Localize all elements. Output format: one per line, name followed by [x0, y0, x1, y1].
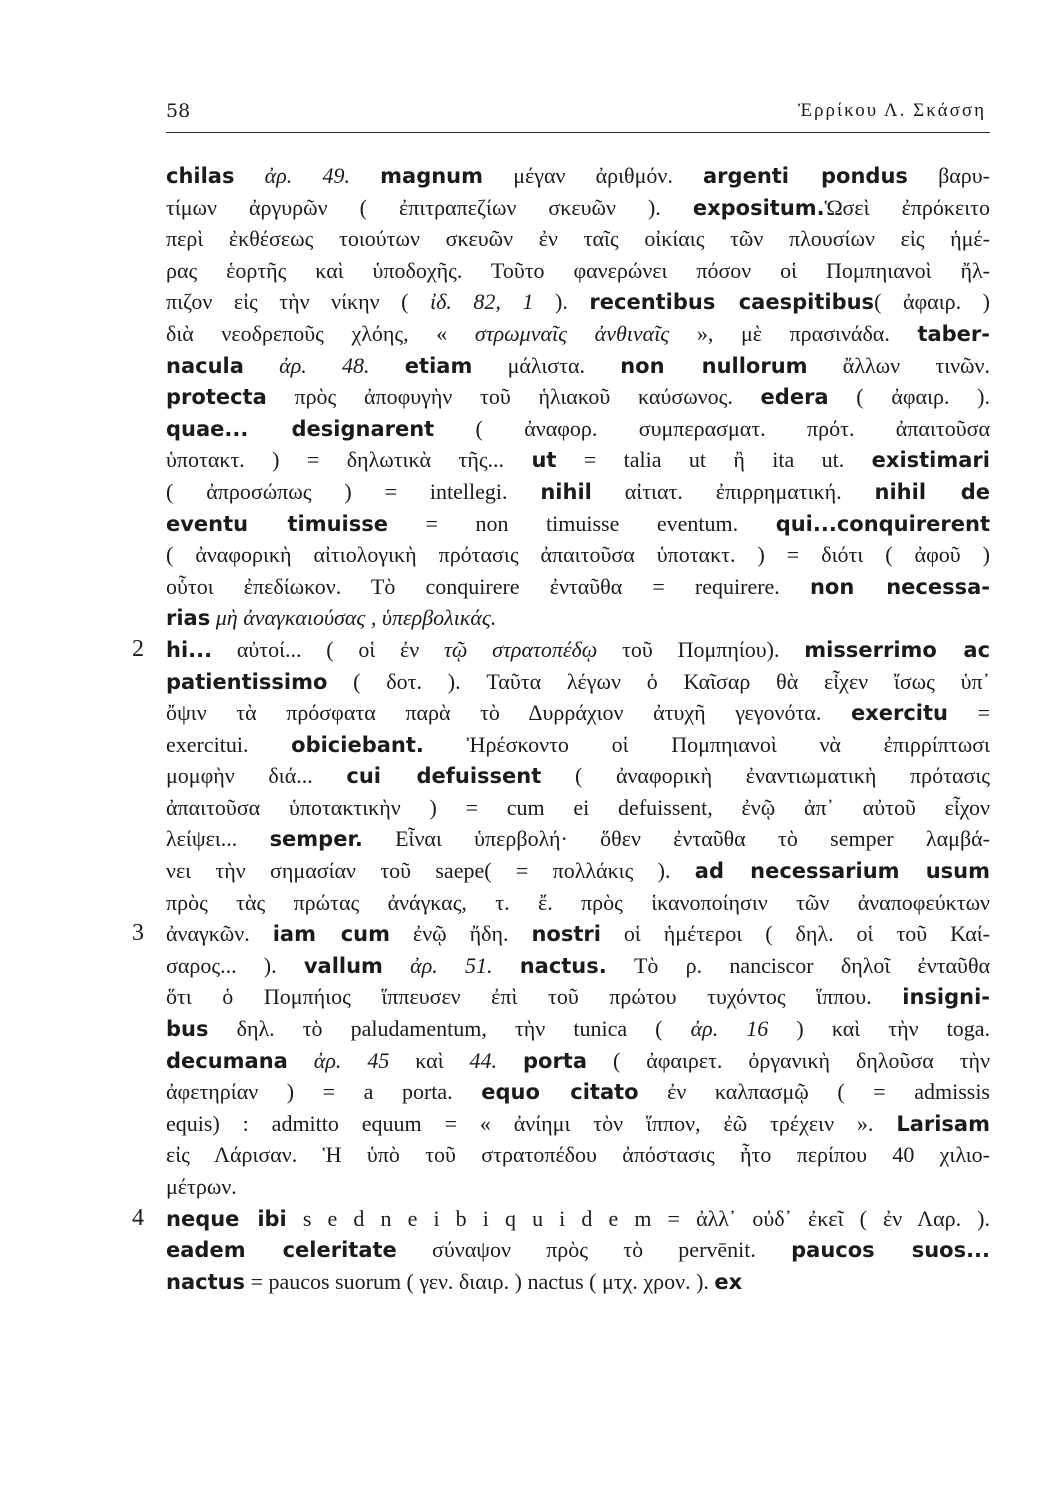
commentary-text-span [288, 1048, 314, 1073]
italic-text: ἀρ. 51. [410, 952, 493, 978]
latin-lemma: nactus. [519, 953, 607, 978]
commentary-text [132, 160, 991, 1297]
commentary-text-span: τοῦ Πομπηίου). [597, 636, 805, 662]
section-number: 2 [132, 635, 144, 662]
latin-lemma: paucos suos... [791, 1238, 991, 1263]
commentary-text-span: ἐνῷ ἤδη. [390, 921, 532, 947]
text-line [166, 160, 990, 192]
italic-text: στρωμναῖς ἀνθιναῖς [474, 320, 670, 346]
text-line [166, 413, 990, 445]
commentary-text-span: περὶ ἐκθέσεως τοιούτων σκευῶν ἐν ταῖς οἰκίαις τῶν πλουσίων εἰς ἡμέ- [166, 226, 990, 252]
commentary-text-span [234, 163, 264, 188]
text-line [166, 950, 990, 982]
italic-text: ἀρ. 48. [279, 352, 370, 378]
italic-text: ἰδ. 82, 1 [429, 289, 534, 315]
commentary-text-span: καὶ [389, 1047, 470, 1073]
italic-text: 44. [469, 1047, 498, 1073]
commentary-text-span [350, 163, 380, 188]
commentary-text-span: πρὸς ἀποφυγὴν τοῦ ἡλιακοῦ καύσωνος. [266, 384, 761, 410]
italic-text: μὴ ἀναγκαιούσας , ὑπερβολικάς. [215, 605, 497, 631]
text-line [166, 1266, 990, 1298]
text-line [166, 192, 990, 224]
text-line [166, 981, 990, 1013]
commentary-text-span: Εἶναι ὑπερβολή· ὅθεν ἐνταῦθα τὸ semper λαμβά- [362, 826, 990, 852]
text-line [166, 1076, 990, 1108]
commentary-text-span: ὄψιν τὰ πρόσφατα παρὰ τὸ Δυρράχιον ἀτυχῆ γεγονότα. [166, 700, 851, 726]
text-line [166, 1045, 990, 1077]
text-line [166, 887, 990, 919]
commentary-text-span: νει τὴν σημασίαν τοῦ saepe( = πολλάκις ). [166, 858, 695, 884]
commentary-text-span: ( ἀφαιρ. ). [828, 384, 990, 410]
commentary-text-span: αὐτοί... ( οἱ ἐν [212, 636, 444, 662]
commentary-text-span [492, 953, 519, 978]
text-line [166, 350, 990, 382]
italic-text: ἀρ. 16 [690, 1016, 769, 1042]
latin-lemma: cui defuissent [346, 764, 542, 789]
latin-lemma: protecta [166, 385, 267, 410]
commentary-text-span: ρας ἑορτῆς καὶ ὑποδοχῆς. Τοῦτο φανερώνει πόσον οἱ Πομπηιανοὶ ἤλ- [166, 257, 990, 283]
section-number: 3 [132, 920, 144, 947]
commentary-text-span [370, 353, 405, 378]
latin-lemma: ad necessarium usum [694, 859, 990, 884]
text-line [166, 1139, 990, 1171]
text-line [166, 855, 990, 887]
commentary-text-span: = non timuisse eventum. [387, 510, 776, 536]
text-line [132, 1203, 990, 1235]
latin-lemma: taber- [917, 321, 990, 346]
latin-lemma: magnum [380, 164, 484, 188]
commentary-text-span: ( ἀπροσώπως ) = intellegi. [166, 478, 541, 504]
text-line [166, 539, 990, 571]
page-header [166, 92, 990, 133]
latin-lemma: iam cum [272, 922, 391, 947]
commentary-text-span [244, 353, 279, 378]
text-line [166, 255, 990, 287]
page-number: 58 [166, 100, 191, 122]
latin-lemma: non necessa- [809, 574, 990, 599]
italic-text: τῷ στρατοπέδῳ [444, 636, 598, 662]
commentary-text-span: Τὸ ρ. nanciscor δηλοῖ ἐνταῦθα [606, 952, 991, 978]
running-title: Ἐρρίκου Λ. Σκάσση [797, 100, 986, 121]
commentary-text-span: τίμων ἀργυρῶν ( ἐπιτραπεζίων σκευῶν ). [166, 194, 693, 220]
latin-lemma: existimari [871, 448, 990, 473]
commentary-text-span: ( ἀφαιρ. ) [874, 289, 990, 315]
commentary-text-span: αἰτιατ. ἐπιρρηματική. [591, 478, 875, 504]
commentary-text-span: ἀναγκῶν. [166, 921, 273, 947]
commentary-text-span: βαρυ- [907, 163, 991, 188]
text-line [166, 476, 990, 508]
text-line [166, 1234, 990, 1266]
commentary-text-span: σύναψον πρὸς τὸ pervēnit. [396, 1237, 792, 1263]
latin-lemma: vallum [303, 953, 383, 978]
commentary-text-span: = talia ut ἢ ita ut. [556, 447, 872, 473]
commentary-text-span: ὑποτακτ. ) = δηλωτικὰ τῆς... [166, 447, 532, 473]
latin-lemma: exercitu [850, 701, 948, 726]
latin-lemma: qui...conquirerent [775, 511, 991, 536]
text-line [166, 792, 990, 824]
commentary-text-span: δηλ. τὸ paludamentum, τὴν tunica ( [208, 1016, 691, 1042]
commentary-text-span: διὰ νεοδρεποῦς χλόης, « [166, 320, 475, 346]
latin-lemma: nacula [166, 353, 244, 378]
commentary-text-span: = [947, 700, 990, 726]
text-line [166, 223, 990, 255]
text-line [166, 823, 990, 855]
commentary-text-span: μομφὴν διά... [166, 763, 347, 789]
commentary-text-span: ( ἀναφορικὴ αἰτιολογικὴ πρότασις ἀπαιτοῦσα ὑποτακτ. ) = διότι ( ἀφοῦ ) [166, 542, 990, 568]
latin-lemma: edera [760, 385, 829, 410]
commentary-text-span: equis) : admitto equum = « ἀνίημι τὸν ἵππον, ἐῶ τρέχειν ». [166, 1110, 897, 1136]
latin-lemma: recentibus caespitibus [589, 290, 875, 315]
latin-lemma: decumana [166, 1048, 288, 1073]
commentary-text-span: σαρος... ). [166, 952, 304, 978]
text-line [166, 666, 990, 698]
commentary-text-span [383, 953, 410, 978]
commentary-text-span: οἱ ἡμέτεροι ( δηλ. οἱ τοῦ Καί- [600, 921, 990, 947]
commentary-text-span: ἀφετηρίαν ) = a porta. [166, 1079, 482, 1105]
latin-lemma: etiam [404, 353, 473, 378]
commentary-text-span: = paucos suorum ( γεν. διαιρ. ) nactus ( μτχ. χρον. ). [245, 1268, 715, 1294]
commentary-text-span: μέγαν ἀριθμόν. [483, 163, 704, 188]
commentary-text-span: exercitui. [166, 731, 292, 757]
latin-lemma: hi... [166, 637, 213, 662]
text-line [166, 444, 990, 476]
text-line [166, 729, 990, 761]
commentary-text-span: ( δοτ. ). Ταῦτα λέγων ὁ Καῖσαρ θὰ εἶχεν ἴσως ὑπ᾿ [327, 668, 990, 694]
text-line [166, 571, 990, 603]
latin-lemma: neque ibi [166, 1206, 287, 1231]
commentary-text-span: Ὡσεὶ ἐπρόκειτο [824, 194, 990, 220]
latin-lemma: nihil de [874, 479, 990, 504]
commentary-text-span: πιζον εἰς τὴν νίκην ( [166, 289, 430, 315]
latin-lemma: nactus [166, 1269, 246, 1294]
latin-lemma: nihil [540, 479, 592, 504]
commentary-text-span: », μὲ πρασινάδα. [669, 320, 918, 346]
latin-lemma: non nullorum [620, 353, 808, 378]
latin-lemma: patientissimo [166, 669, 328, 694]
commentary-text-span: ) καὶ τὴν toga. [768, 1016, 991, 1042]
text-line [166, 286, 990, 318]
text-line [166, 1108, 990, 1140]
text-line [166, 318, 990, 350]
latin-lemma: chilas [166, 164, 235, 188]
commentary-text-span: οὗτοι ἐπεδίωκον. Τὸ conquirere ἐνταῦθα = requirere. [166, 573, 810, 599]
text-line [166, 697, 990, 729]
latin-lemma: Larisam [896, 1111, 990, 1136]
latin-lemma: insigni- [902, 985, 990, 1010]
latin-lemma: semper. [269, 827, 363, 852]
italic-text: ἀρ. 45 [313, 1047, 390, 1073]
italic-text: ἀρ. 49. [264, 163, 350, 188]
latin-lemma: bus [166, 1017, 209, 1042]
latin-lemma: obiciebant. [291, 732, 424, 757]
commentary-text-span: Ἠρέσκοντο οἱ Πομπηιανοὶ νὰ ἐπιρρίπτωσι [423, 731, 990, 757]
latin-lemma: porta [522, 1048, 588, 1073]
commentary-text-span: λείψει... [166, 826, 270, 852]
commentary-text-span: ἄλλων τινῶν. [807, 352, 990, 378]
text-line [166, 760, 990, 792]
latin-lemma: ex [714, 1269, 743, 1294]
text-line [132, 634, 991, 666]
latin-lemma: eadem celeritate [166, 1238, 397, 1263]
text-line [166, 1013, 990, 1045]
latin-lemma: nostri [531, 922, 601, 947]
text-line [166, 1171, 990, 1203]
text-line [132, 918, 990, 950]
commentary-text-span: ( ἀναφορικὴ ἐναντιωματικὴ πρότασις [541, 763, 990, 789]
commentary-text-span: ἐν καλπασμῷ ( = admissis [638, 1079, 990, 1105]
text-line [166, 381, 990, 413]
commentary-text-span: ). [533, 289, 590, 315]
commentary-text-span: ( ἀφαιρετ. ὀργανικὴ δηλοῦσα τὴν [587, 1047, 991, 1073]
latin-lemma: equo citato [481, 1080, 639, 1105]
latin-lemma: quae... designarent [166, 416, 435, 441]
commentary-text-span: πρὸς τὰς πρώτας ἀνάγκας, τ. ἔ. πρὸς ἱκανοποίησιν τῶν ἀναποφεύκτων [166, 889, 990, 915]
section-number: 4 [132, 1204, 144, 1231]
commentary-text-span: ὅτι ὁ Πομπήιος ἵππευσεν ἐπὶ τοῦ πρώτου τυχόντος ἵππου. [166, 984, 903, 1010]
latin-lemma: misserrimo ac [804, 637, 991, 662]
commentary-text-span: μέτρων. [166, 1174, 237, 1199]
commentary-text-span: μάλιστα. [472, 352, 621, 378]
commentary-text-span: εἰς Λάρισαν. Ἡ ὑπὸ τοῦ στρατοπέδου ἀπόστασις ἦτο περίπου 40 χιλιο- [166, 1142, 990, 1168]
latin-lemma: rias [166, 606, 211, 631]
text-line [166, 602, 990, 634]
text-line [166, 508, 990, 540]
latin-lemma: ut [531, 448, 557, 473]
commentary-text-span [497, 1048, 523, 1073]
latin-lemma: expositum. [692, 195, 825, 220]
commentary-text-span: s e d n e i b i q u i d e m = ἀλλ᾿ οὐδ᾿ ἐκεῖ ( ἐν Λαρ. ). [286, 1205, 990, 1231]
commentary-text-span: ( ἀναφορ. συμπερασματ. πρότ. ἀπαιτοῦσα [434, 415, 990, 441]
latin-lemma: argenti pondus [703, 164, 908, 188]
latin-lemma: eventu timuisse [166, 511, 388, 536]
commentary-text-span: ἀπαιτοῦσα ὑποτακτικὴν ) = cum ei defuissent, ἐνῷ ἀπ᾿ αὐτοῦ εἶχον [166, 794, 990, 820]
